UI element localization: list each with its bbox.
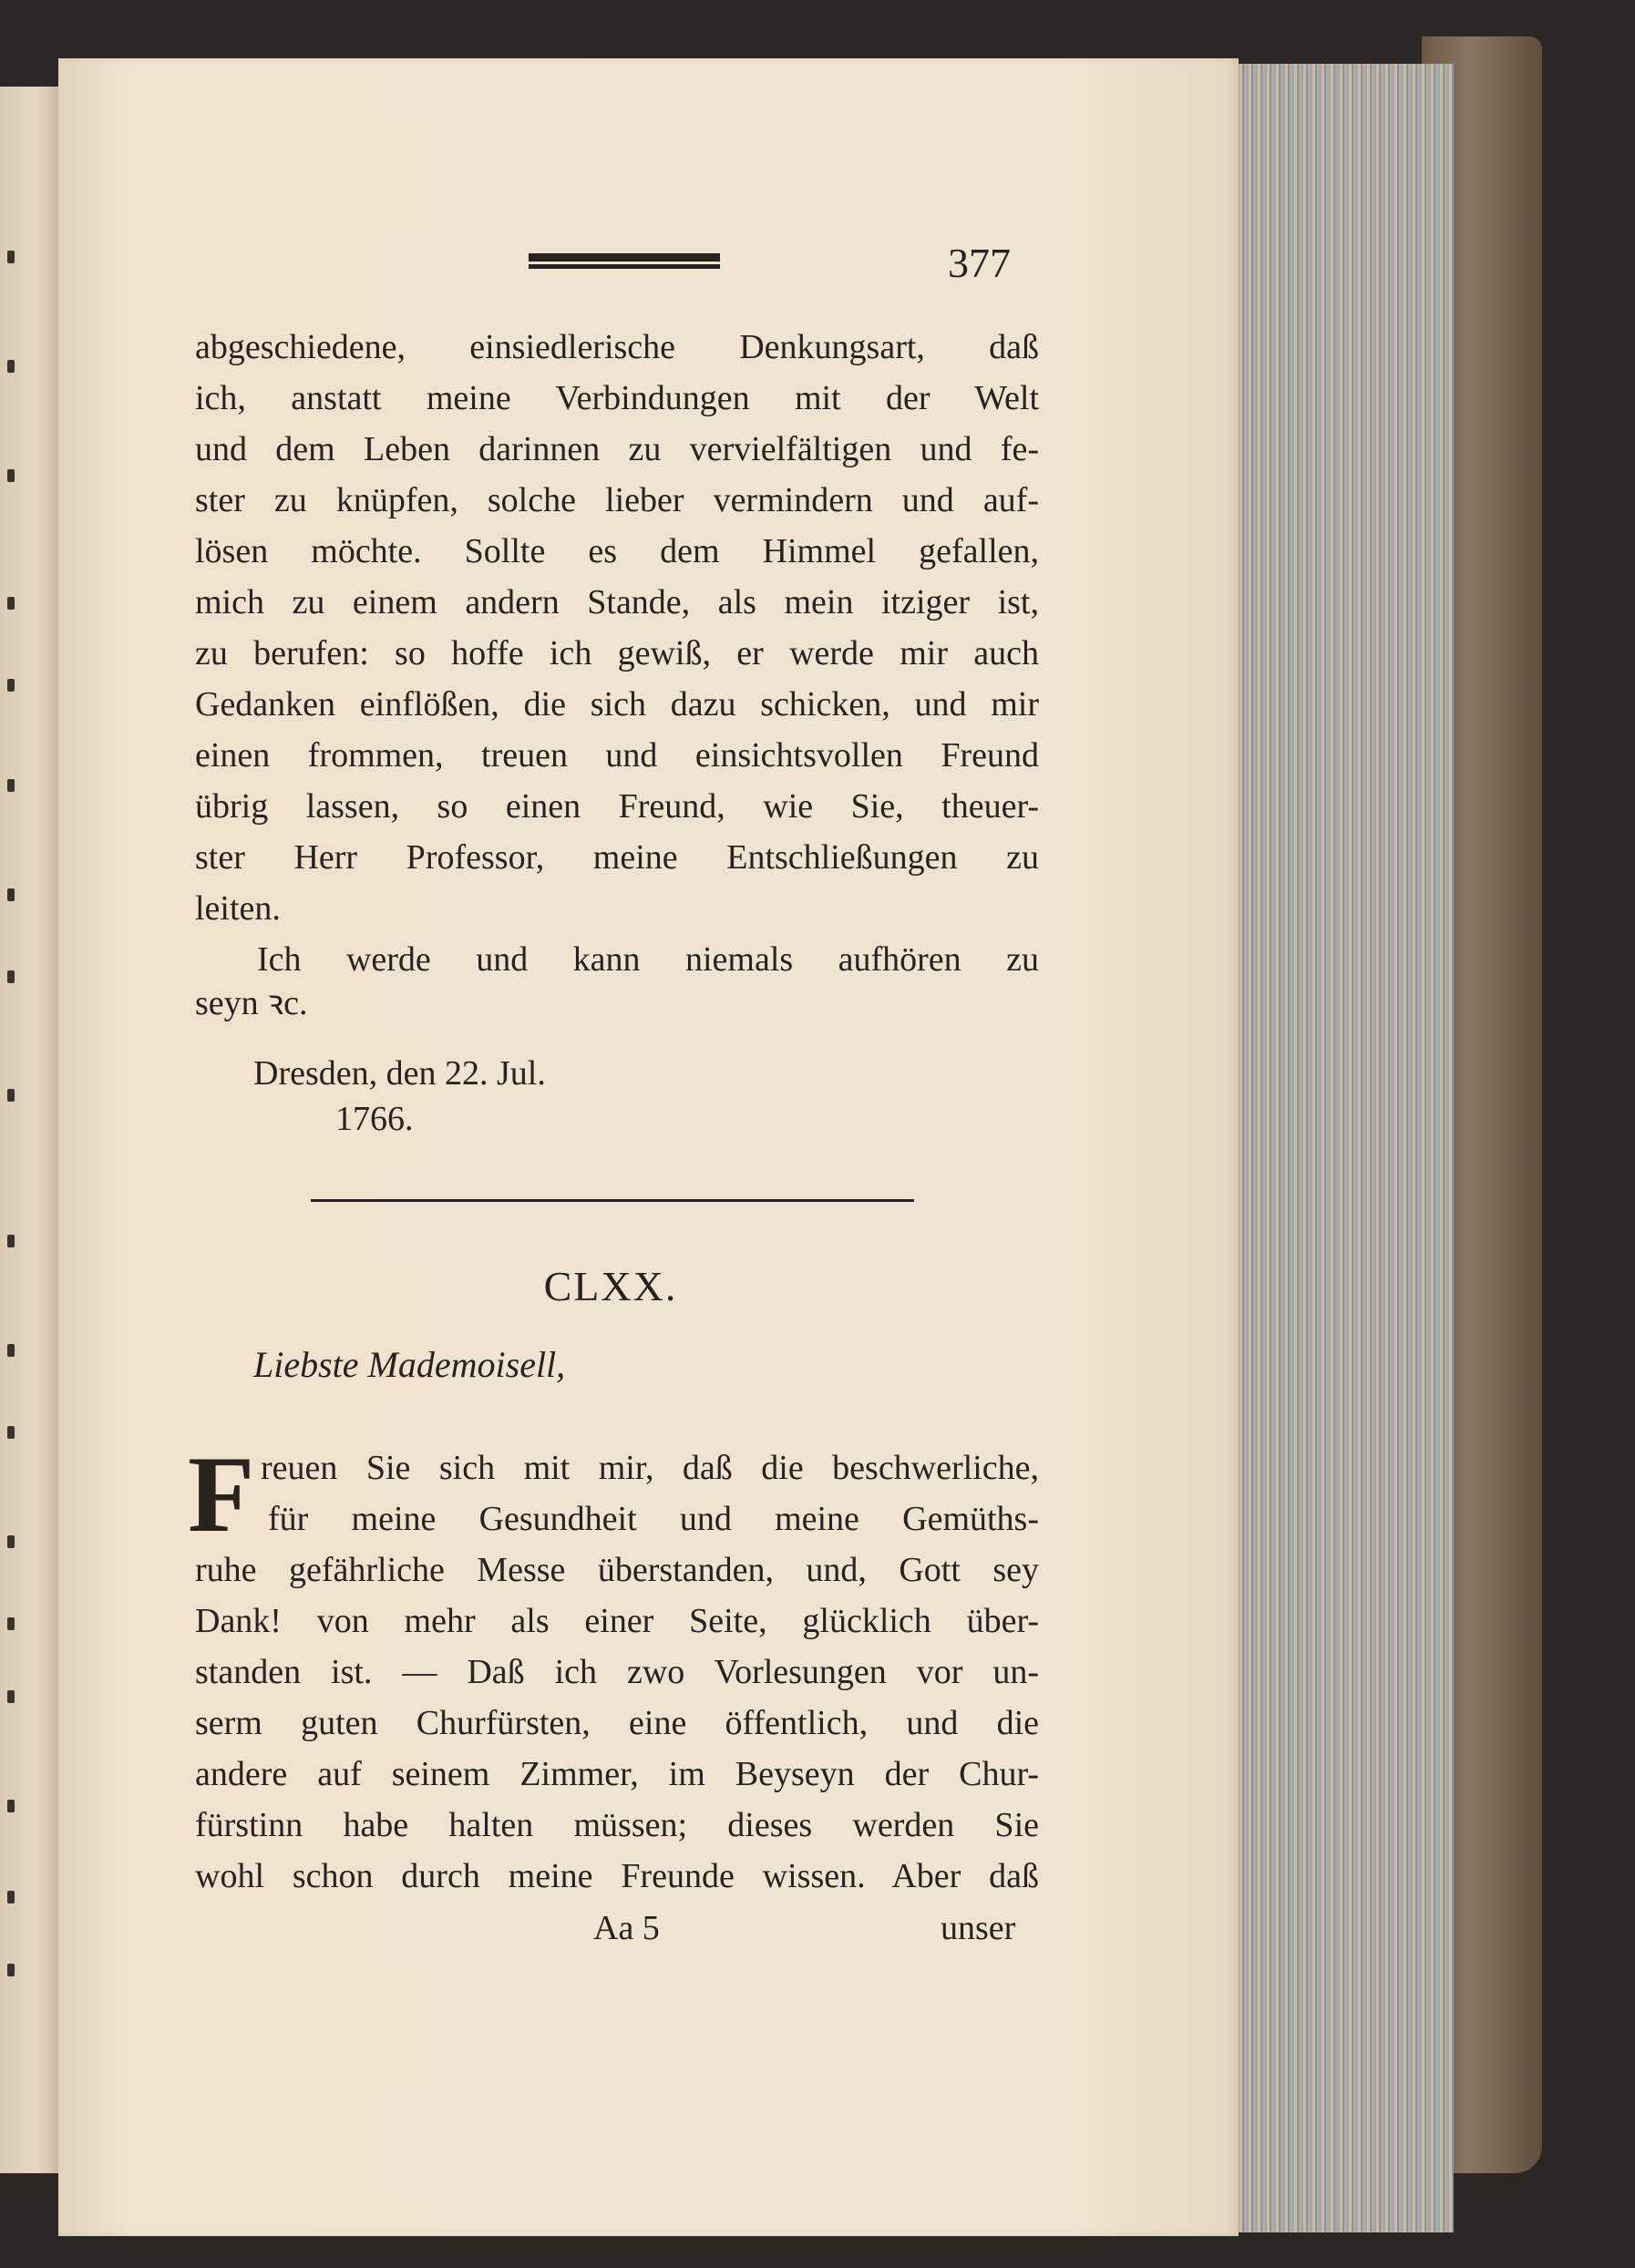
text-line: einen frommen, treuen und einsichtsvollen Freund	[195, 736, 1039, 775]
letter-number: CLXX.	[543, 1263, 678, 1309]
text-line: abgeschiedene, einsiedlerische Denkungsart, daß	[195, 328, 1039, 366]
facing-left-page	[0, 87, 60, 2173]
page-edges	[1226, 64, 1454, 2232]
text-line: ster zu knüpfen, solche lieber vermindern und auf-	[195, 481, 1039, 519]
text-line: seyn ꝛc.	[195, 984, 308, 1022]
text-line: ruhe gefährliche Messe überstanden, und, Gott sey	[195, 1551, 1039, 1589]
text-line: Gedanken einflößen, die sich dazu schicken, und mir	[195, 685, 1039, 724]
drop-cap: F	[188, 1433, 255, 1555]
section-separator	[311, 1199, 914, 1202]
signature-mark: Aa 5	[593, 1909, 660, 1947]
text-line: und dem Leben darinnen zu vervielfältigen und fe-	[195, 430, 1039, 468]
text-line: wohl schon durch meine Freunde wissen. Aber daß	[195, 1857, 1039, 1895]
text-line: Ich werde und kann niemals aufhören zu	[257, 940, 1039, 979]
page-number: 377	[948, 240, 1011, 286]
text-line: andere auf seinem Zimmer, im Beyseyn der Chur-	[195, 1755, 1039, 1793]
text-line: standen ist. — Daß ich zwo Vorlesungen vor un-	[195, 1653, 1039, 1691]
header-rule	[529, 253, 720, 264]
text-line: übrig lassen, so einen Freund, wie Sie, theuer-	[195, 787, 1039, 826]
text-line: zu berufen: so hoffe ich gewiß, er werde mir auch	[195, 634, 1039, 672]
text-line: serm guten Churfürsten, eine öffentlich, und die	[195, 1704, 1039, 1742]
text-line: ster Herr Professor, meine Entschließungen zu	[195, 838, 1039, 877]
salutation: Liebste Mademoisell,	[253, 1344, 566, 1385]
text-line: Dank! von mehr als einer Seite, glücklich über-	[195, 1602, 1039, 1640]
text-line: fürstinn habe halten müssen; dieses werden Sie	[195, 1806, 1039, 1844]
left-page-text-fragments	[7, 87, 44, 2173]
text-line: leiten.	[195, 889, 281, 928]
year: 1766.	[335, 1100, 414, 1138]
text-line: lösen möchte. Sollte es dem Himmel gefallen,	[195, 532, 1039, 570]
text-line: mich zu einem andern Stande, als mein itziger ist,	[195, 583, 1039, 621]
text-line: für meine Gesundheit und meine Gemüths-	[268, 1500, 1039, 1538]
text-line: ich, anstatt meine Verbindungen mit der Welt	[195, 379, 1039, 417]
text-line: reuen Sie sich mit mir, daß die beschwerliche,	[261, 1449, 1039, 1487]
catchword: unser	[941, 1909, 1016, 1947]
place-date: Dresden, den 22. Jul.	[253, 1054, 546, 1093]
